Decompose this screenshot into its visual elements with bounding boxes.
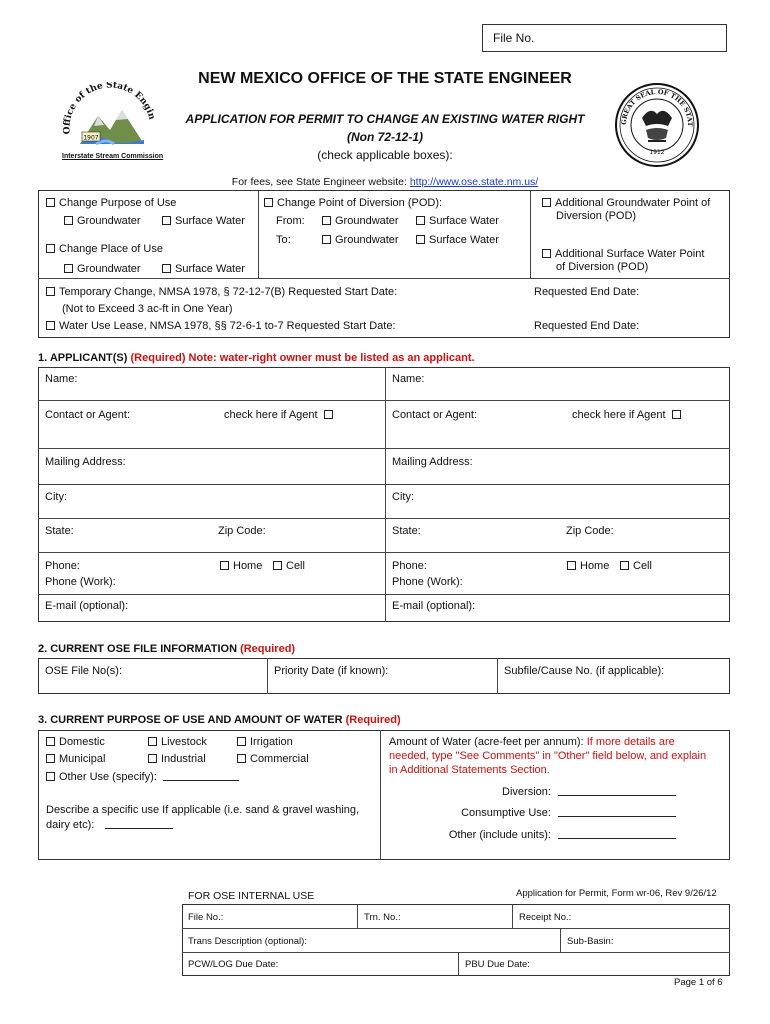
applicant-box [38,367,730,622]
page-number: Page 1 of 6 [674,977,723,988]
temporary-note: (Not to Exceed 3 ac-ft in One Year) [62,303,233,315]
commercial-option[interactable]: Commercial [237,753,309,766]
amount-line3: in Additional Statements Section. [389,764,550,776]
change-place-option[interactable]: Change Place of Use [46,243,163,256]
section-3-heading: 3. CURRENT PURPOSE OF USE AND AMOUNT OF WATER (Required) [38,714,401,726]
lease-end-date: Requested End Date: [534,320,640,332]
applicant2-name[interactable]: Name: [392,373,425,385]
from-label: From: [276,215,305,227]
temporary-end-date: Requested End Date: [534,286,640,298]
to-label: To: [276,234,291,246]
applicant1-zip[interactable]: Zip Code: [218,525,266,537]
internal-use-label: FOR OSE INTERNAL USE [188,890,315,902]
form-revision: Application for Permit, Form wr-06, Rev 9/26/12 [516,888,717,899]
page-subtitle: APPLICATION FOR PERMIT TO CHANGE AN EXISTING WATER RIGHT [185,112,585,126]
applicant2-cell[interactable]: Cell [620,560,652,573]
consumptive-field[interactable] [558,806,676,817]
logo-year: 1907 [83,134,99,142]
from-sw-option[interactable]: Surface Water [416,215,499,228]
purpose-sw-option[interactable]: Surface Water [162,215,245,228]
to-sw-option[interactable]: Surface Water [416,234,499,247]
applicant2-phone[interactable]: Phone: [392,560,427,572]
subfile-cause[interactable]: Subfile/Cause No. (if applicable): [504,665,665,677]
applicant1-state[interactable]: State: [45,525,74,537]
applicant2-zip[interactable]: Zip Code: [566,525,614,537]
water-lease-option[interactable]: Water Use Lease, NMSA 1978, §§ 72-6-1 to-7 Requested Start Date: [46,320,396,333]
describe-use-line2: dairy etc): [46,818,173,832]
other-use-option[interactable]: Other Use (specify): [46,770,239,784]
purpose-gw-option[interactable]: Groundwater [64,215,141,228]
from-gw-option[interactable]: Groundwater [322,215,399,228]
seal-year: 1912 [649,149,665,156]
logo-arc-text: Office of the State Engin [62,82,157,135]
applicant1-phone-work[interactable]: Phone (Work): [45,576,116,588]
add-sw-pod-line2: of Diversion (POD) [556,261,649,273]
applicant2-contact[interactable]: Contact or Agent: [392,409,477,421]
to-gw-option[interactable]: Groundwater [322,234,399,247]
ose-file-nos[interactable]: OSE File No(s): [45,665,123,677]
internal-sub-basin[interactable]: Sub-Basin: [567,936,614,947]
describe-use-field[interactable] [105,818,173,829]
amount-line1: Amount of Water (acre-feet per annum): If more details are [389,736,675,748]
diversion-field[interactable] [558,785,676,796]
describe-use-line1: Describe a specific use If applicable (i.e. sand & gravel washing, [46,804,360,816]
diversion-row: Diversion: [389,785,676,799]
internal-receipt-no[interactable]: Receipt No.: [519,912,572,923]
file-no-box[interactable] [482,24,727,52]
internal-file-no[interactable]: File No.: [188,912,224,923]
statute-note: (Non 72-12-1) [346,130,423,144]
domestic-option[interactable]: Domestic [46,736,105,749]
applicant1-cell[interactable]: Cell [273,560,305,573]
fees-text: For fees, see State Engineer website: [231,176,410,188]
page-title: NEW MEXICO OFFICE OF THE STATE ENGINEER [198,70,572,87]
add-sw-pod-option[interactable]: Additional Surface Water Point [542,248,704,261]
applicant1-contact[interactable]: Contact or Agent: [45,409,130,421]
applicant1-mailing[interactable]: Mailing Address: [45,456,126,468]
consumptive-row: Consumptive Use: [389,806,676,820]
applicant1-city[interactable]: City: [45,491,67,503]
temporary-change-option[interactable]: Temporary Change, NMSA 1978, § 72-12-7(B) Requested Start Date: [46,286,397,299]
place-gw-option[interactable]: Groundwater [64,263,141,276]
add-gw-pod-option[interactable]: Additional Groundwater Point of [542,197,710,210]
change-purpose-option[interactable]: Change Purpose of Use [46,197,176,210]
section-1-heading: 1. APPLICANT(S) (Required) Note: water-right owner must be listed as an applicant. [38,352,475,364]
check-note: (check applicable boxes): [317,148,453,162]
seal-text: GREAT SEAL OF THE STAT [619,87,695,127]
applicant2-state[interactable]: State: [392,525,421,537]
applicant2-home[interactable]: Home [567,560,609,573]
fees-link[interactable]: http://www.ose.state.nm.us/ [409,176,539,188]
applicant1-email[interactable]: E-mail (optional): [45,600,129,612]
applicant2-mailing[interactable]: Mailing Address: [392,456,473,468]
applicant2-city[interactable]: City: [392,491,414,503]
section-2-heading: 2. CURRENT OSE FILE INFORMATION (Required) [38,643,296,655]
change-pod-option[interactable]: Change Point of Diversion (POD): [264,197,442,210]
applicant1-home[interactable]: Home [220,560,262,573]
applicant1-name[interactable]: Name: [45,373,78,385]
industrial-option[interactable]: Industrial [148,753,206,766]
change-pod-checkbox[interactable] [264,198,273,207]
internal-pcw-due[interactable]: PCW/LOG Due Date: [188,959,279,970]
applicant2-agent-check[interactable]: check here if Agent [572,409,685,422]
svg-text:Office of the State Engineer [58,82,157,134]
applicant2-email[interactable]: E-mail (optional): [392,600,476,612]
change-purpose-checkbox[interactable] [46,198,55,207]
change-place-checkbox[interactable] [46,244,55,253]
other-use-field[interactable] [163,770,239,781]
applicant1-phone[interactable]: Phone: [45,560,80,572]
priority-date[interactable]: Priority Date (if known): [274,665,389,677]
applicant1-agent-check[interactable]: check here if Agent [224,409,337,422]
other-units-row: Other (include units): [389,828,676,842]
applicant2-phone-work[interactable]: Phone (Work): [392,576,463,588]
irrigation-option[interactable]: Irrigation [237,736,293,749]
amount-line2: needed, type "See Comments" in "Other" field below, and explain [389,750,707,762]
internal-trn-no[interactable]: Trn. No.: [364,912,401,923]
other-units-field[interactable] [558,828,676,839]
place-sw-option[interactable]: Surface Water [162,263,245,276]
internal-trans-desc[interactable]: Trans Description (optional): [188,936,307,947]
internal-pbu-due[interactable]: PBU Due Date: [465,959,530,970]
municipal-option[interactable]: Municipal [46,753,105,766]
add-gw-pod-line2: Diversion (POD) [556,210,637,222]
fees-line [0,176,770,189]
livestock-option[interactable]: Livestock [148,736,207,749]
file-no-label: File No. [493,31,535,45]
logo-caption: Interstate Stream Commission [62,153,164,160]
